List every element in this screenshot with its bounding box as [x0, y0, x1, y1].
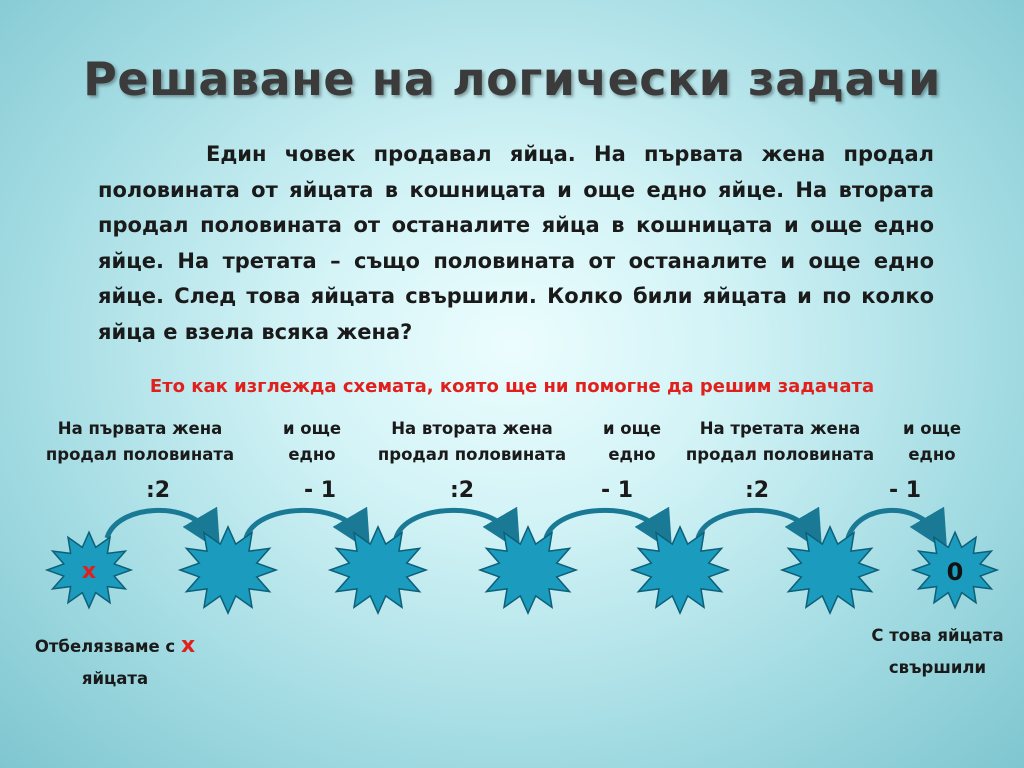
problem-text: Един човек продавал яйца. На първата жена продал половината от яйцата в кошницата и още едно яйце. На втората продал половината от останалите яйца в кошницата и още едно яйце. На третата – също половината от останалите и още едно яйце. След това яйцата свършили. Колко били яйцата и по колко яйца е взела всяка жена?: [98, 142, 934, 344]
egg-star-2: [180, 527, 276, 613]
egg-flow-diagram: [0, 500, 1024, 620]
right-note: С това яйцата свършили: [871, 626, 1004, 677]
step-label-5: На третата жена продал половината: [685, 419, 875, 464]
op-divide-2: :2: [449, 478, 475, 503]
step-label-3: На втората жена продал половината: [377, 419, 567, 464]
egg-star-4: [480, 527, 576, 613]
op-divide-3: :2: [744, 478, 770, 503]
op-divide-1: :2: [145, 478, 171, 503]
step-arrow-3: [396, 510, 510, 538]
step-label-4: и още едно: [602, 419, 662, 464]
start-marker-x: x: [81, 559, 97, 584]
step-arrow-6: [848, 510, 937, 538]
step-arrow-2: [246, 510, 360, 538]
step-label-1: На първата жена продал половината: [45, 419, 235, 464]
egg-star-6: [782, 527, 878, 613]
step-label-2: и още едно: [282, 419, 342, 464]
op-minus-2: - 1: [600, 478, 634, 503]
egg-star-3: [330, 527, 426, 613]
slide-title: Решаване на логически задачи: [83, 52, 941, 106]
step-arrow-1: [107, 510, 210, 538]
step-label-6: и още едно: [902, 419, 962, 464]
egg-star-5: [632, 527, 728, 613]
step-arrow-4: [546, 510, 662, 538]
end-marker-zero: 0: [946, 558, 964, 586]
left-note: Отбелязваме с x яйцата: [34, 633, 196, 688]
diagram-subtitle: Ето как изглежда схемата, която ще ни помогне да решим задачата: [149, 376, 875, 397]
step-arrow-5: [698, 510, 812, 538]
op-minus-1: - 1: [303, 478, 337, 503]
op-minus-3: - 1: [888, 478, 922, 503]
